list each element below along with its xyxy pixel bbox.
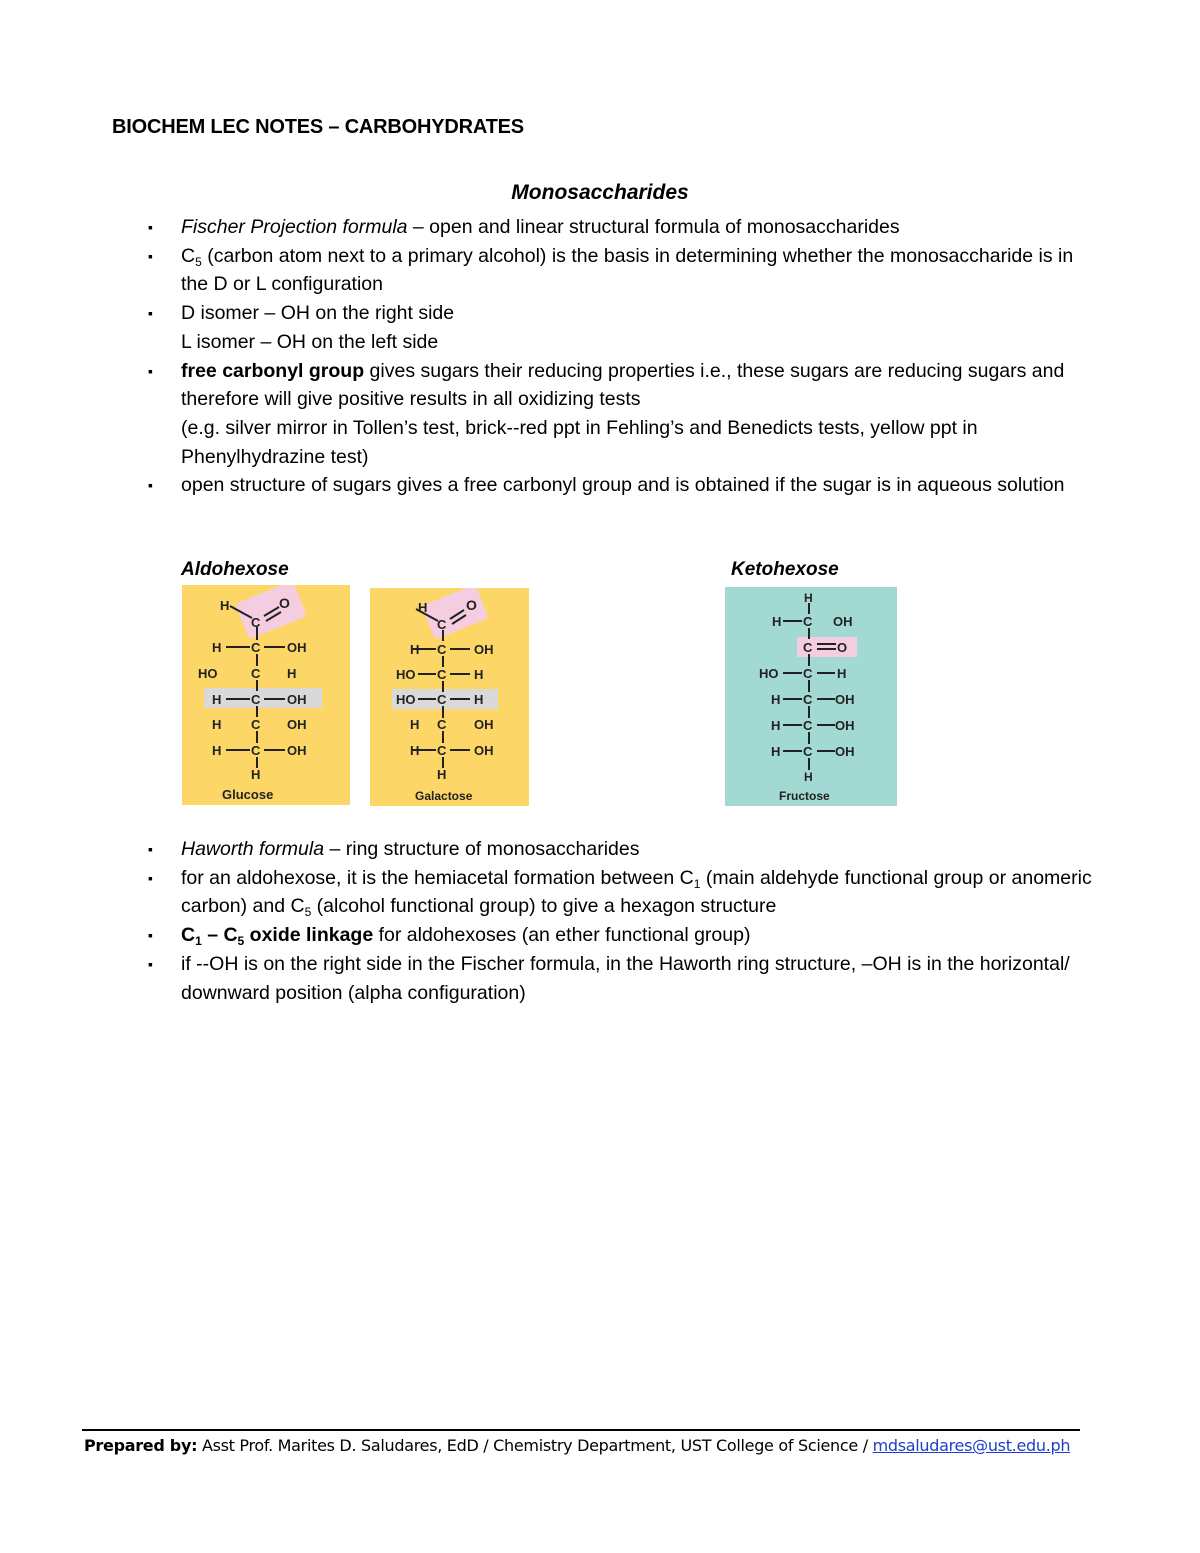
c5-symbol: C xyxy=(181,244,196,267)
subscript: 5 xyxy=(304,905,312,920)
atom-left: H xyxy=(212,692,222,707)
term-free-carbonyl: free carbonyl group xyxy=(181,359,365,382)
prepared-by-label: Prepared by: xyxy=(84,1436,198,1455)
list-item xyxy=(148,835,1098,864)
item-text: D isomer – OH on the right side xyxy=(181,302,455,325)
atom-c: C xyxy=(437,717,447,732)
list-item xyxy=(148,471,1098,500)
item-text: (main aldehyde functional group or anomeric carbon) and C xyxy=(181,866,1092,918)
atom-c: C xyxy=(251,692,261,707)
atom-left: HO xyxy=(396,692,416,707)
galactose-structure xyxy=(370,588,529,806)
atom-c: C xyxy=(437,617,447,632)
term-oxide-linkage xyxy=(181,924,374,949)
atom-h: H xyxy=(804,770,813,784)
item-text: (e.g. silver mirror in Tollen’s test, brick--red ppt in Fehling’s and Benedicts tests, yellow ppt in Phenylhydrazine test) xyxy=(181,416,978,468)
atom-o: O xyxy=(279,595,290,611)
item-text: if --OH is on the right side in the Fischer formula, in the Haworth ring structure, –OH is in the horizontal/ downward position (alpha configuration) xyxy=(181,952,1070,1004)
author-info: Asst Prof. Marites D. Saludares, EdD / Chemistry Department, UST College of Science / xyxy=(197,1436,873,1455)
atom-h: H xyxy=(804,591,813,605)
term-haworth: Haworth formula xyxy=(181,838,325,860)
atom-right: OH xyxy=(835,718,855,733)
atom-left: H xyxy=(771,692,781,707)
atom-left: H xyxy=(410,743,420,758)
atom-right: OH xyxy=(287,640,307,655)
atom-c: C xyxy=(437,667,447,682)
atom-c: C xyxy=(251,666,261,681)
atom-c: C xyxy=(251,743,261,758)
atom-h: H xyxy=(251,767,261,782)
footer-divider xyxy=(82,1429,1080,1431)
glucose-structure xyxy=(182,585,350,805)
haworth-notes-list xyxy=(148,835,1098,1007)
atom-h: H xyxy=(418,600,428,615)
atom-left: H xyxy=(212,640,222,655)
atom-c: C xyxy=(803,614,813,629)
footer xyxy=(84,1436,1070,1455)
atom-right: H xyxy=(474,692,484,707)
atom-right: H xyxy=(287,666,297,681)
item-text: – ring structure of monosaccharides xyxy=(324,838,640,860)
atom-left: H xyxy=(772,614,782,629)
atom-o: O xyxy=(837,640,848,655)
c1-symbol: C xyxy=(181,924,196,947)
atom-left: H xyxy=(212,717,222,732)
atom-left: H xyxy=(410,642,420,657)
list-item xyxy=(148,950,1098,1007)
atom-right: OH xyxy=(835,692,855,707)
atom-right: OH xyxy=(474,717,494,732)
atom-c: C xyxy=(803,718,813,733)
ketohexose-label: Ketohexose xyxy=(731,559,839,580)
atom-h: H xyxy=(220,598,230,613)
item-text: (carbon atom next to a primary alcohol) is the basis in determining whether the monosaccharide is in the D or L configuration xyxy=(181,244,1074,296)
atom-left: HO xyxy=(198,666,218,681)
atom-left: HO xyxy=(396,667,416,682)
list-item xyxy=(148,357,1098,472)
atom-c: C xyxy=(437,692,447,707)
atom-left: H xyxy=(771,718,781,733)
atom-left: H xyxy=(212,743,222,758)
list-item xyxy=(148,864,1098,921)
atom-c: C xyxy=(251,717,261,732)
item-text: open structure of sugars gives a free carbonyl group and is obtained if the sugar is in aqueous solution xyxy=(181,474,1065,497)
atom-right: OH xyxy=(287,717,307,732)
list-item xyxy=(148,328,1098,357)
fructose-caption: Fructose xyxy=(779,789,830,803)
atom-c: C xyxy=(803,666,813,681)
list-item xyxy=(148,921,1098,950)
atom-h: H xyxy=(437,767,447,782)
item-text: for aldohexoses (an ether functional group) xyxy=(373,924,751,947)
fructose-structure xyxy=(725,587,897,806)
atom-c: C xyxy=(803,692,813,707)
atom-c: C xyxy=(437,743,447,758)
monosaccharide-notes-list xyxy=(148,213,1098,500)
subscript: 5 xyxy=(195,254,202,269)
galactose-caption: Galactose xyxy=(415,789,473,803)
atom-o: O xyxy=(466,597,477,613)
aldohexose-label: Aldohexose xyxy=(181,559,289,580)
section-title: Monosaccharides xyxy=(511,181,689,204)
item-text: L isomer – OH on the left side xyxy=(181,330,439,353)
atom-left: HO xyxy=(759,666,779,681)
atom-right: OH xyxy=(287,692,307,707)
list-item xyxy=(148,242,1098,299)
atom-c: C xyxy=(803,744,813,759)
item-text: (alcohol functional group) to give a hexagon structure xyxy=(311,895,777,918)
atom-c: C xyxy=(437,642,447,657)
list-item xyxy=(148,213,1098,242)
atom-right: H xyxy=(837,666,847,681)
term-fischer: Fischer Projection formula xyxy=(181,216,408,238)
atom-c: C xyxy=(251,640,261,655)
c5-symbol: – C xyxy=(201,924,238,947)
atom-right: OH xyxy=(833,614,853,629)
atom-c: C xyxy=(803,640,813,655)
item-text: – open and linear structural formula of monosaccharides xyxy=(407,216,900,238)
atom-right: OH xyxy=(474,642,494,657)
email-link[interactable]: mdsaludares@ust.edu.ph xyxy=(872,1436,1071,1455)
atom-right: OH xyxy=(835,744,855,759)
page-title: BIOCHEM LEC NOTES – CARBOHYDRATES xyxy=(112,116,524,138)
list-item xyxy=(148,299,1098,328)
subscript: 1 xyxy=(693,876,701,891)
atom-left: H xyxy=(410,717,420,732)
atom-c: C xyxy=(251,615,261,630)
oxide-linkage-text: oxide linkage xyxy=(244,924,374,947)
item-text: for an aldohexose, it is the hemiacetal formation between C xyxy=(181,866,694,889)
subscript: 5 xyxy=(237,934,245,949)
atom-right: OH xyxy=(474,743,494,758)
item-text: gives sugars their reducing properties i.e., these sugars are reducing sugars and therefore will give positive results in all oxidizing tests xyxy=(181,359,1065,411)
atom-right: OH xyxy=(287,743,307,758)
atom-right: H xyxy=(474,667,484,682)
atom-left: H xyxy=(771,744,781,759)
glucose-caption: Glucose xyxy=(222,787,274,802)
subscript: 1 xyxy=(195,934,202,949)
